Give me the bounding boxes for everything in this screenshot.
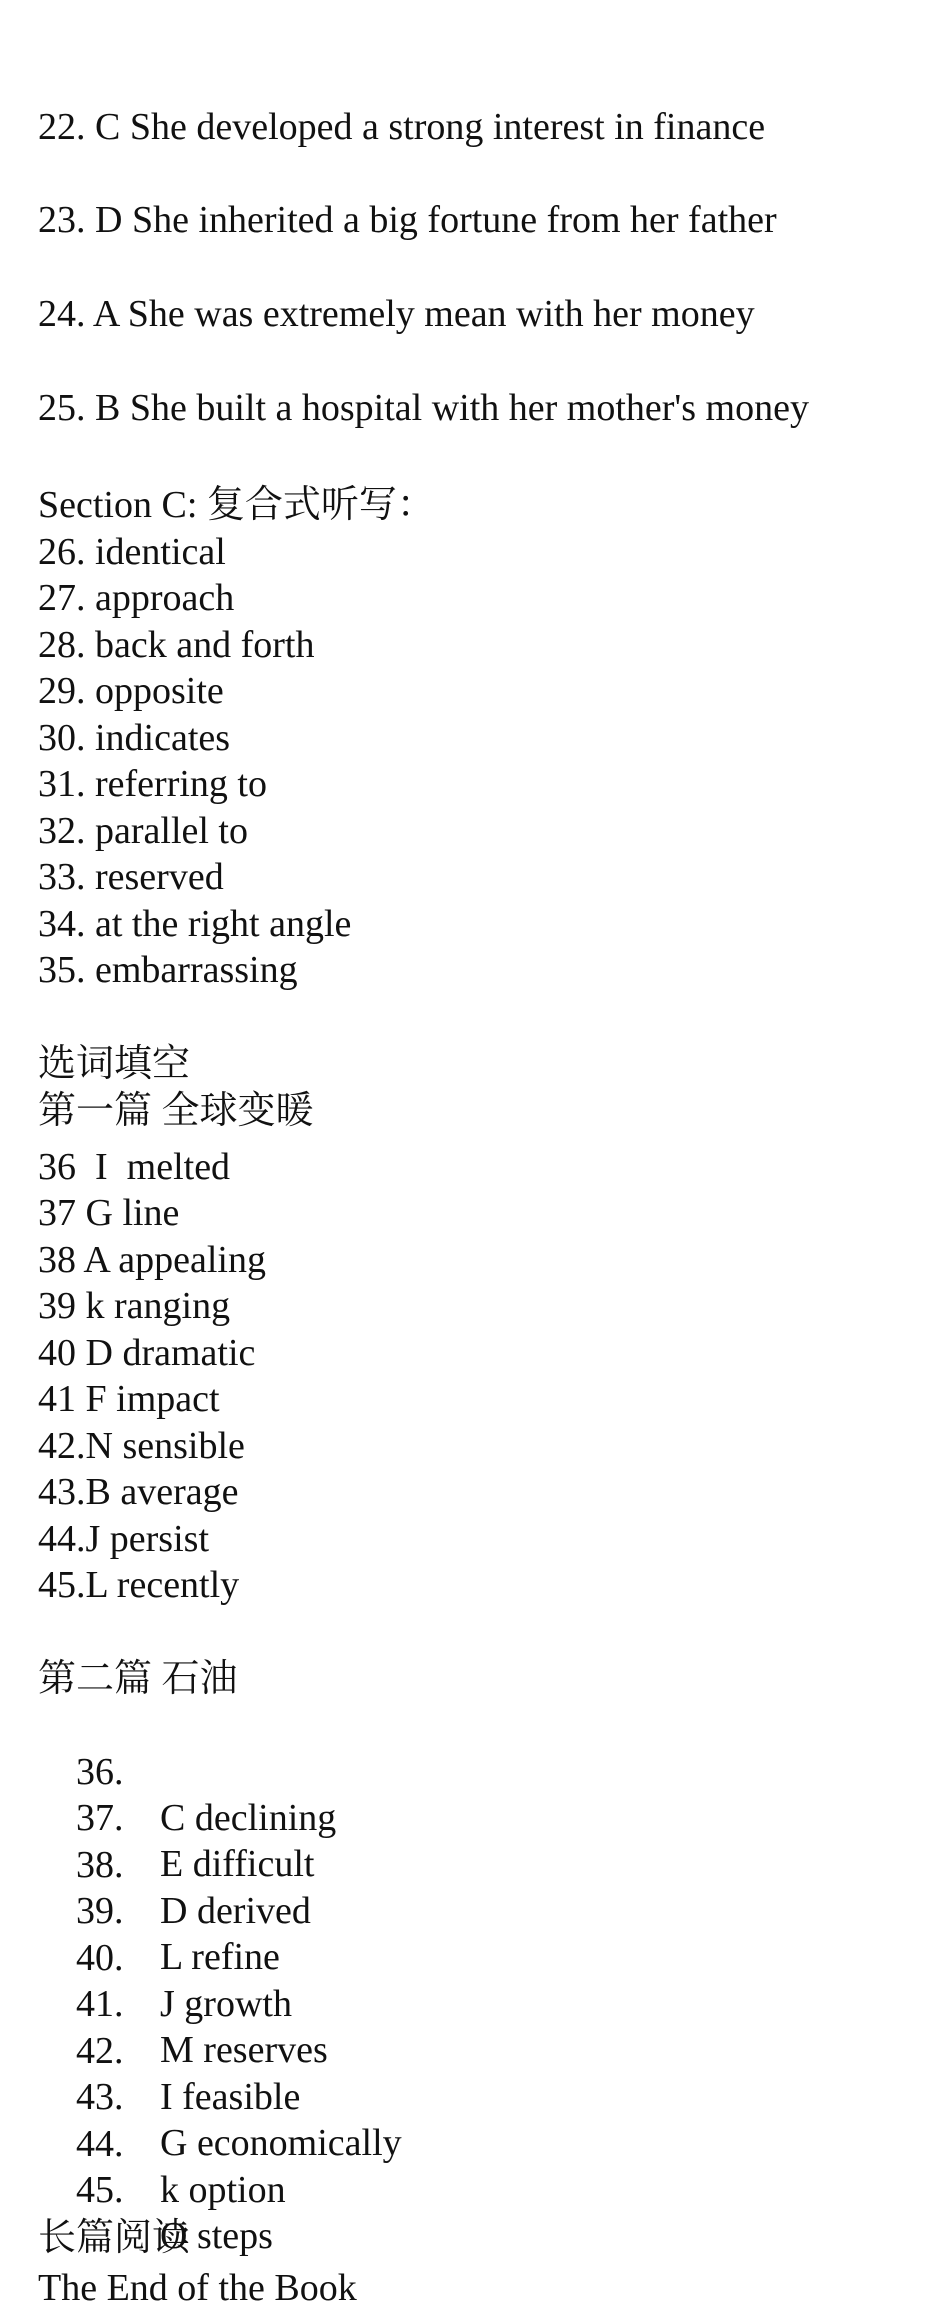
item-number: 38.: [76, 1844, 124, 1886]
list-item: 45.L recently: [38, 1564, 240, 1606]
list-item: 34. at the right angle: [38, 903, 352, 945]
list-item: 38 A appealing: [38, 1239, 266, 1281]
item-number: 40.: [76, 1937, 124, 1979]
item-number: 45.: [76, 2169, 124, 2211]
answer-line: 22. C She developed a strong interest in finance: [38, 106, 766, 148]
passage-title: 第二篇 石油: [38, 1658, 238, 1700]
item-number: 42.: [76, 2030, 124, 2072]
item-answer: E difficult: [160, 1843, 315, 1885]
item-answer: G economically: [160, 2122, 402, 2164]
list-item: 27. approach: [38, 577, 235, 619]
list-item: 39 k ranging: [38, 1285, 231, 1327]
list-item: 35. embarrassing: [38, 949, 298, 991]
item-number: 41.: [76, 1983, 124, 2025]
list-item: 33. reserved: [38, 856, 224, 898]
passage-title: 第一篇 全球变暖: [38, 1090, 314, 1132]
list-item: 30. indicates: [38, 717, 231, 759]
item-number: 39.: [76, 1890, 124, 1932]
list-item: 41 F impact: [38, 1378, 220, 1420]
list-item: 28. back and forth: [38, 624, 315, 666]
list-item: 36 I melted: [38, 1146, 231, 1188]
list-item: 44.J persist: [38, 1518, 209, 1560]
item-answer: C declining: [160, 1797, 337, 1839]
list-item: 37 G line: [38, 1192, 180, 1234]
list-item: 40 D dramatic: [38, 1332, 256, 1374]
long-reading-heading: 长篇阅读: [38, 2217, 191, 2259]
item-answer: L refine: [160, 1936, 280, 1978]
list-item: 42.N sensible: [38, 1425, 245, 1467]
list-item: 29. opposite: [38, 670, 224, 712]
item-answer: k option: [160, 2169, 286, 2211]
item-answer: J growth: [160, 1983, 292, 2025]
item-number: 37.: [76, 1797, 124, 1839]
item-answer: I feasible: [160, 2076, 301, 2118]
item-number: 43.: [76, 2076, 124, 2118]
list-item: 32. parallel to: [38, 810, 248, 852]
vocab-heading: 选词填空: [38, 1043, 191, 1085]
item-number: 36.: [76, 1751, 124, 1793]
long-reading-title: The End of the Book: [38, 2267, 357, 2309]
item-answer: M reserves: [160, 2029, 328, 2071]
answer-line: 25. B She built a hospital with her mother's money: [38, 387, 809, 429]
list-item: 43.B average: [38, 1471, 239, 1513]
item-answer: O steps: [160, 2215, 273, 2257]
list-item: 26. identical: [38, 531, 226, 573]
answer-line: 24. A She was extremely mean with her money: [38, 293, 755, 335]
item-number: 44.: [76, 2123, 124, 2165]
list-item: 31. referring to: [38, 763, 267, 805]
section-c-heading: Section C: 复合式听写：: [38, 484, 435, 526]
item-answer: D derived: [160, 1890, 311, 1932]
answer-line: 23. D She inherited a big fortune from her father: [38, 199, 777, 241]
